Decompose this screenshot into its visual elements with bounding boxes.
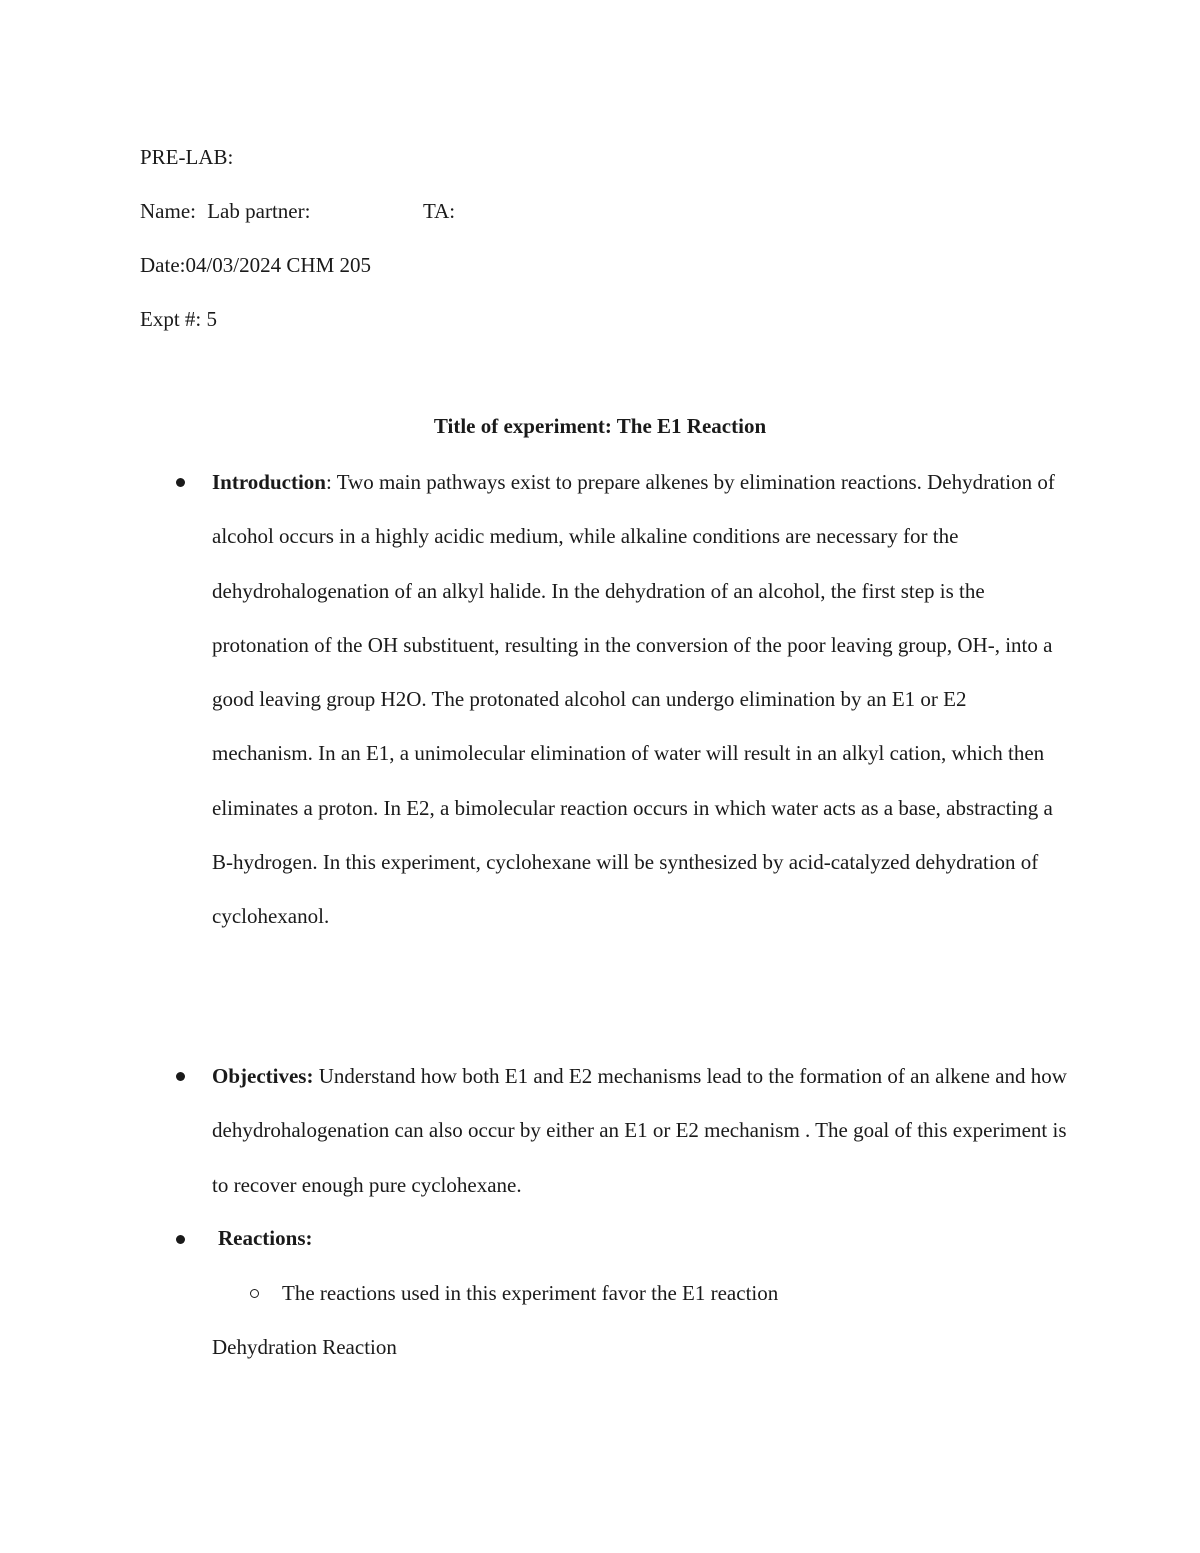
name-label: Name: bbox=[140, 199, 196, 223]
objectives-paragraph bbox=[212, 1049, 1072, 1212]
reactions-sub-item: The reactions used in this experiment favor the E1 reaction bbox=[282, 1281, 779, 1305]
lab-partner-label: Lab partner: bbox=[207, 199, 311, 223]
bullet-icon bbox=[176, 1072, 185, 1081]
reactions-label: Reactions: bbox=[218, 1226, 313, 1250]
introduction-label: Introduction bbox=[212, 470, 326, 494]
objectives-text: Understand how both E1 and E2 mechanisms lead to the formation of an alkene and how dehydrohalogenation can also occur by either an E1 or E2 mechanism . The goal of this experiment is to recover enough pure cyclohexane. bbox=[212, 1064, 1067, 1197]
introduction-paragraph bbox=[212, 455, 1072, 944]
dehydration-reaction-label: Dehydration Reaction bbox=[212, 1335, 397, 1359]
name-line bbox=[140, 197, 456, 225]
objectives-label: Objectives: bbox=[212, 1064, 314, 1088]
date-line: Date:04/03/2024 CHM 205 bbox=[140, 253, 371, 277]
introduction-text: : Two main pathways exist to prepare alkenes by elimination reactions. Dehydration of alcohol occurs in a highly acidic medium, while alkaline conditions are necessary for the dehydrohalogenation of an alkyl halide. In the dehydration of an alcohol, the first step is the protonation of the OH substituent, resulting in the conversion of the poor leaving group, OH-, into a good leaving group H2O. The protonated alcohol can undergo elimination by an E1 or E2 mechanism. In an E1, a unimolecular elimination of water will result in an alkyl cation, which then eliminates a proton. In E2, a bimolecular reaction occurs in which water acts as a base, abstracting a B-hydrogen. In this experiment, cyclohexane will be synthesized by acid-catalyzed dehydration of cyclohexanol. bbox=[212, 470, 1055, 929]
experiment-title: Title of experiment: The E1 Reaction bbox=[433, 414, 767, 438]
bullet-icon bbox=[176, 478, 185, 487]
expt-line: Expt #: 5 bbox=[140, 307, 217, 331]
ta-label: TA: bbox=[423, 199, 456, 223]
bullet-icon bbox=[176, 1235, 185, 1244]
prelab-heading: PRE-LAB: bbox=[140, 145, 234, 169]
hollow-bullet-icon bbox=[250, 1289, 259, 1298]
